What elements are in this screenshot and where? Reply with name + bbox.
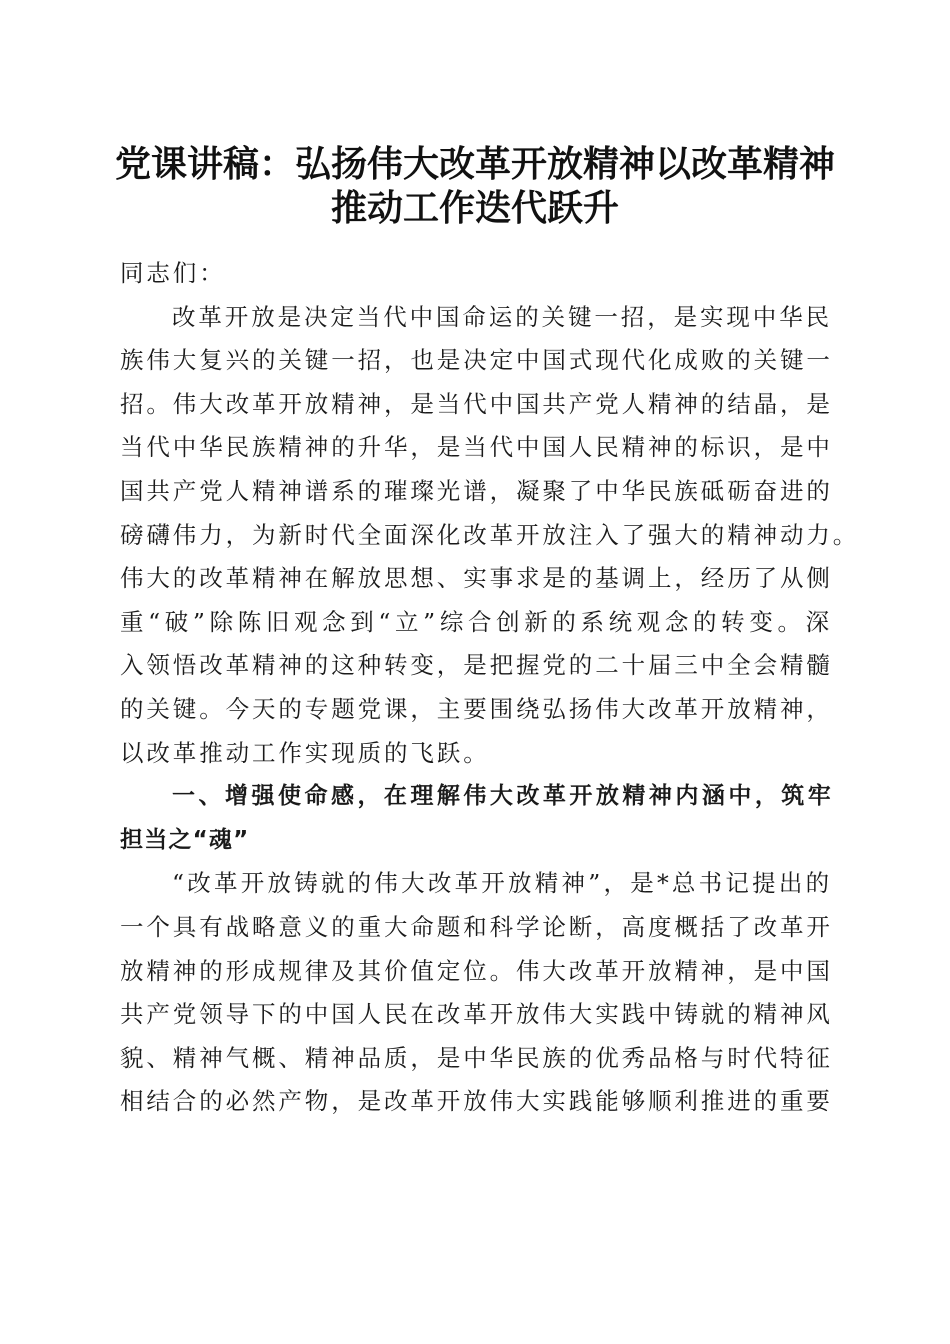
document-body: [120, 252, 860, 1124]
intro-line: 国共产党人精神谱系的璀璨光谱，凝聚了中华民族砥砺奋进的: [120, 476, 833, 505]
intro-line: 当代中华民族精神的升华，是当代中国人民精神的标识，是中: [120, 433, 833, 462]
section-heading-line: 担当之“魂”: [120, 826, 250, 853]
document-title-line-2: 推动工作迭代跃升: [330, 187, 619, 229]
intro-line: 伟大的改革精神在解放思想、实事求是的基调上，经历了从侧: [120, 564, 833, 593]
intro-line: 招。伟大改革开放精神，是当代中国共产党人精神的结晶，是: [120, 389, 833, 418]
section-paragraph-line: 共产党领导下的中国人民在改革开放伟大实践中铸就的精神风: [120, 1000, 833, 1029]
section-paragraph-line: 一个具有战略意义的重大命题和科学论断，高度概括了改革开: [120, 912, 833, 941]
intro-line: 磅礴伟力，为新时代全面深化改革开放注入了强大的精神动力。: [120, 520, 860, 549]
intro-line: 入领悟改革精神的这种转变，是把握党的二十届三中全会精髓: [120, 651, 833, 680]
greeting: 同志们：: [120, 259, 226, 287]
document-title-line-1: 党课讲稿：弘扬伟大改革开放精神以改革精神: [114, 143, 835, 185]
section-paragraph-line: 貌、精神气概、精神品质，是中华民族的优秀品格与时代特征: [120, 1043, 833, 1072]
section-paragraph-line: 相结合的必然产物，是改革开放伟大实践能够顺利推进的重要: [120, 1087, 833, 1116]
section-paragraph-line: “改革开放铸就的伟大改革开放精神”，是*总书记提出的: [172, 869, 832, 898]
intro-line: 以改革推动工作实现质的飞跃。: [120, 738, 490, 767]
section-heading-line: 一、增强使命感，在理解伟大改革开放精神内涵中，筑牢: [172, 783, 832, 810]
intro-line: 族伟大复兴的关键一招，也是决定中国式现代化成败的关键一: [120, 346, 833, 375]
intro-line: 的关键。今天的专题党课，主要围绕弘扬伟大改革开放精神，: [120, 694, 833, 723]
section-paragraph-line: 放精神的形成规律及其价值定位。伟大改革开放精神，是中国: [120, 956, 833, 985]
intro-line: 改革开放是决定当代中国命运的关键一招，是实现中华民: [172, 302, 832, 331]
intro-line: 重“破”除陈旧观念到“立”综合创新的系统观念的转变。深: [120, 607, 832, 636]
